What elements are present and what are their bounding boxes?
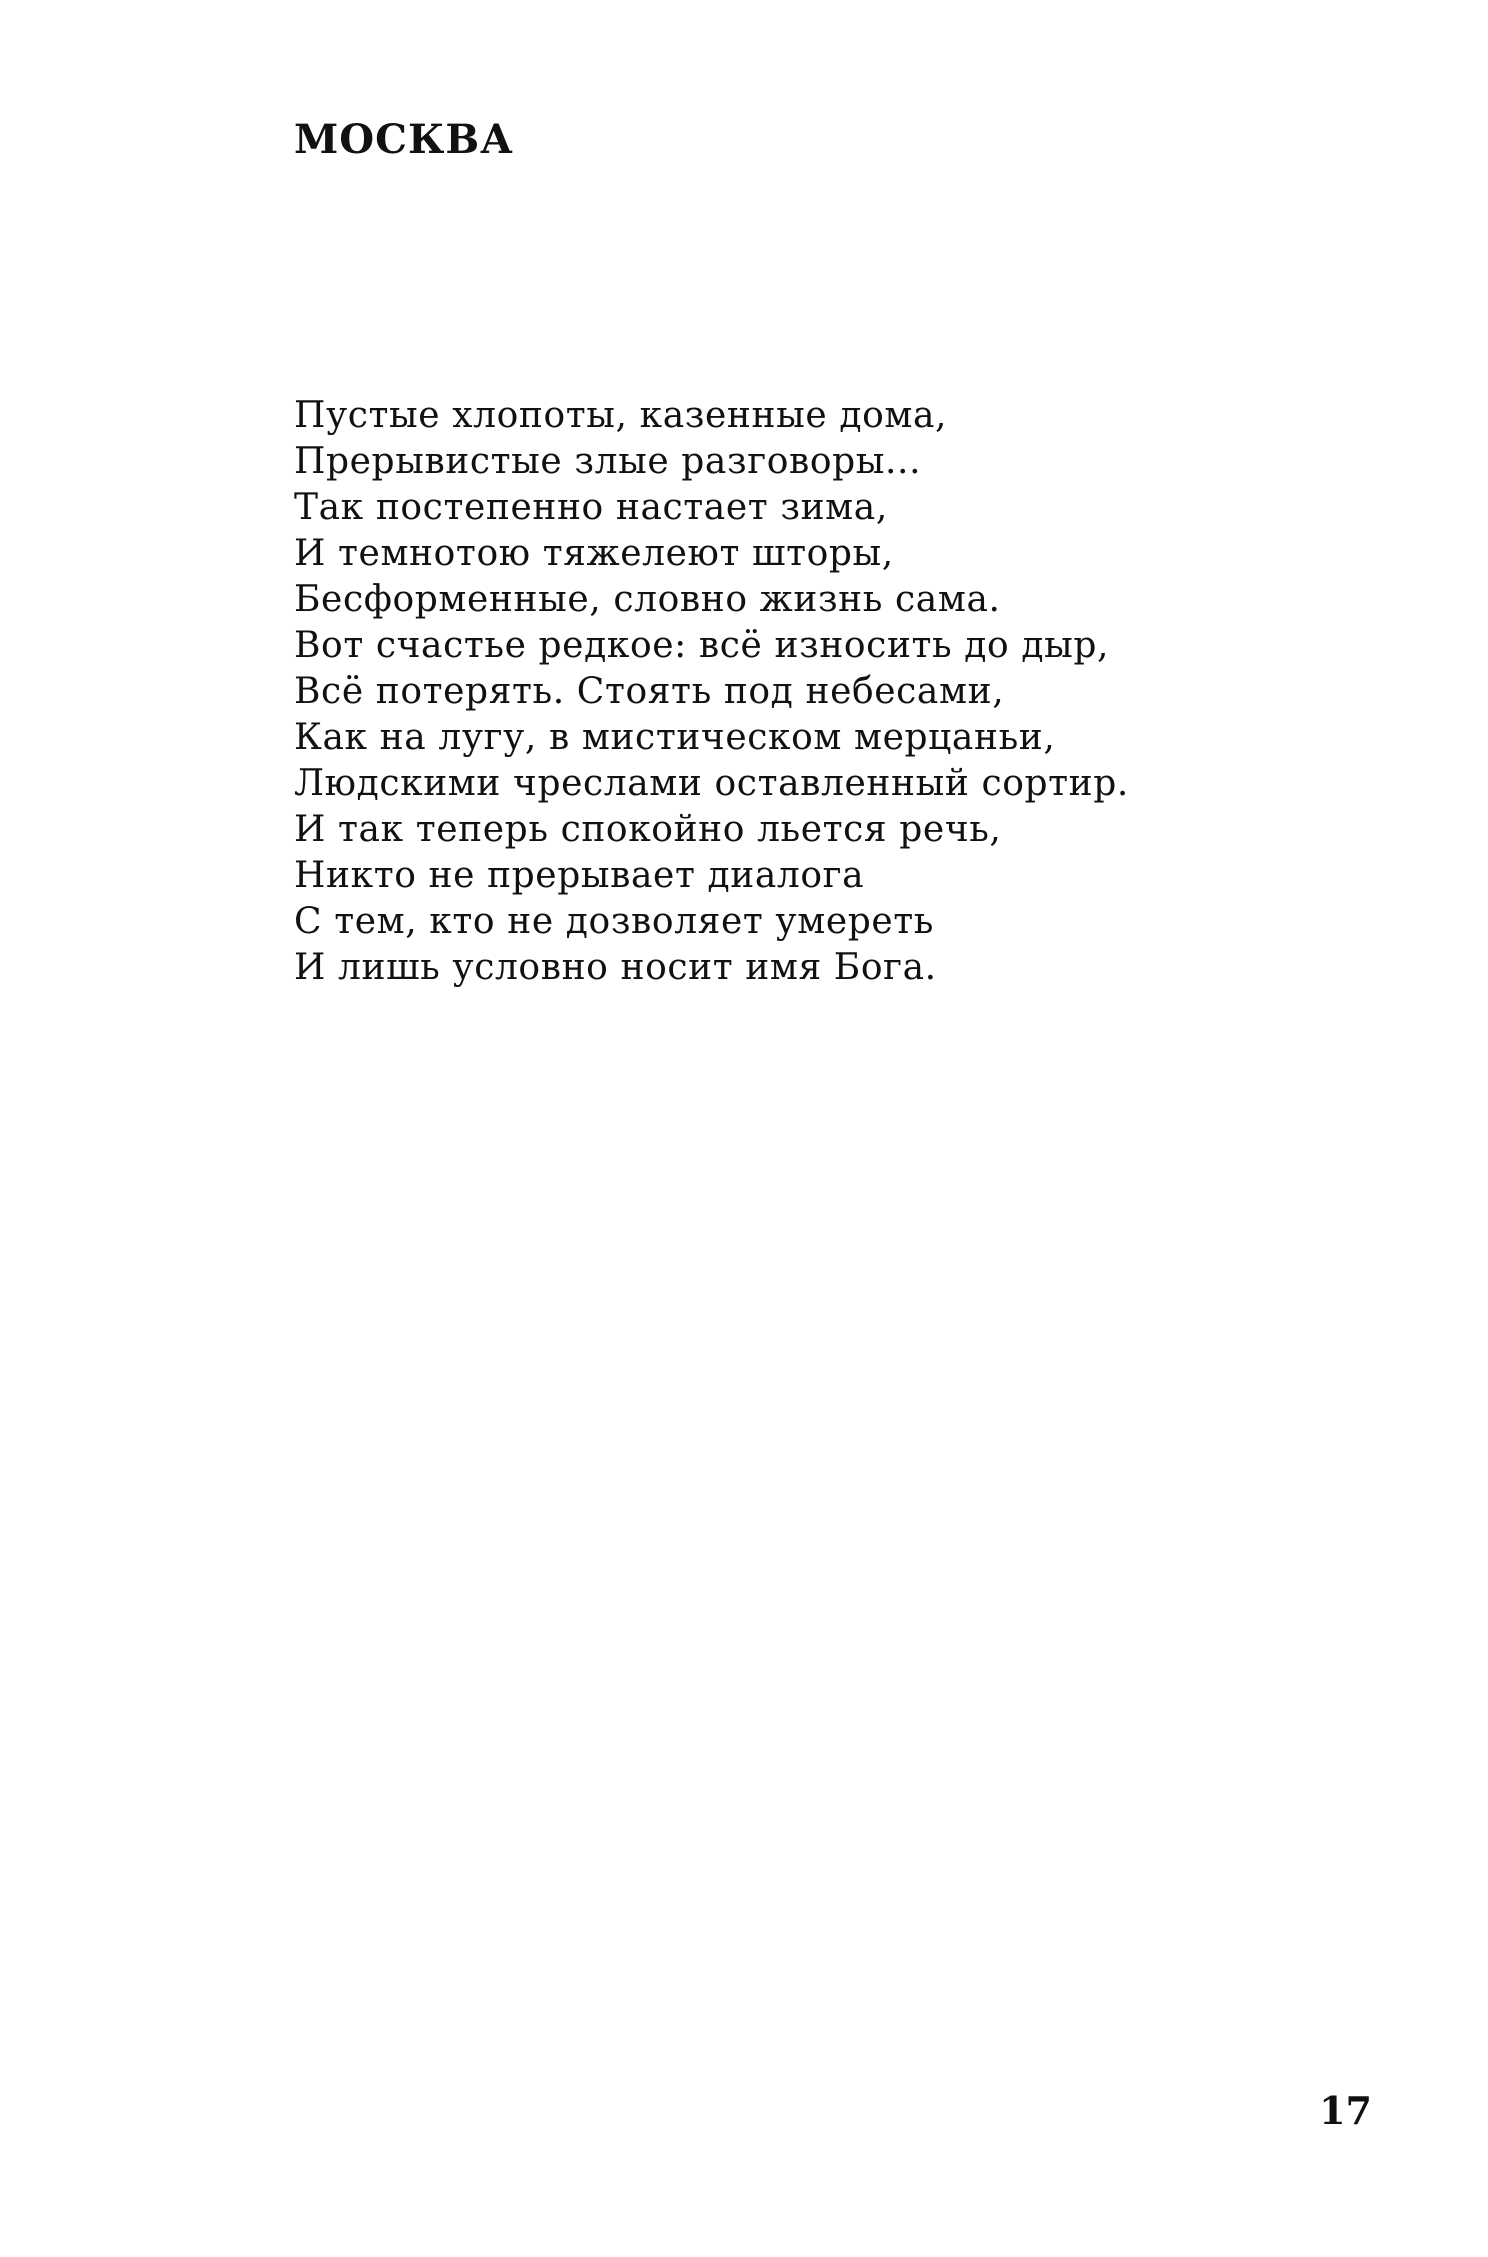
poem-line: И темнотою тяжелеют шторы, [294,533,894,574]
poem-line: Прерывистые злые разговоры... [294,441,922,482]
page-number: 17 [1319,2088,1372,2133]
poem-line: Всё потерять. Стоять под небесами, [294,671,1005,712]
poem-line: Никто не прерывает диалога [294,855,865,896]
poem-line: Как на лугу, в мистическом мерцаньи, [294,717,1056,758]
poem-line: Пустые хлопоты, казенные дома, [294,395,948,436]
poem-line: С тем, кто не дозволяет умереть [294,901,934,942]
poem-line: Бесформенные, словно жизнь сама. [294,579,1001,620]
poem-line: Так постепенно настает зима, [294,487,888,528]
poem-line: И так теперь спокойно льется речь, [294,809,1002,850]
poem-line: Вот счастье редкое: всё износить до дыр, [294,625,1110,666]
poem-line: И лишь условно носит имя Бога. [294,947,937,988]
poem-title: МОСКВА [294,116,514,163]
poem-body [294,393,1129,991]
poem-line: Людскими чреслами оставленный сортир. [294,763,1129,804]
